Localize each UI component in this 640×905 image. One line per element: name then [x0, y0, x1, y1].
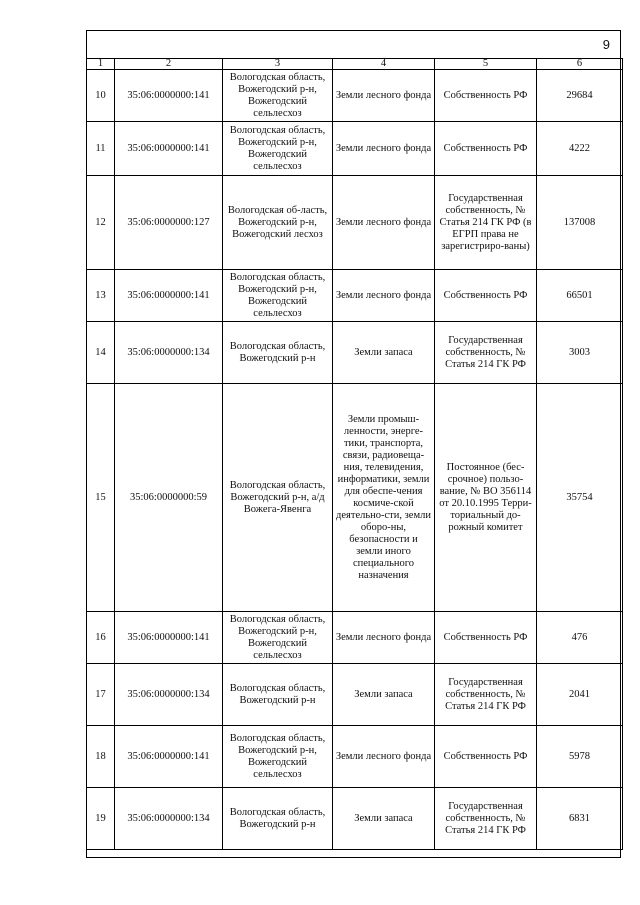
area-cell: 476 — [537, 612, 623, 664]
ownership-cell: Собственность РФ — [435, 270, 537, 322]
cadastral-number-cell: 35:06:0000000:141 — [115, 122, 223, 176]
column-header: 6 — [537, 59, 623, 70]
page-number: 9 — [602, 37, 610, 52]
ownership-cell: Собственность РФ — [435, 612, 537, 664]
row-number-cell: 15 — [87, 384, 115, 612]
column-header: 4 — [333, 59, 435, 70]
location-cell: Вологодская об-ласть, Вожегодский р-н, Вожегодский лесхоз — [223, 176, 333, 270]
row-number-cell: 19 — [87, 788, 115, 850]
column-header: 1 — [87, 59, 115, 70]
area-cell: 35754 — [537, 384, 623, 612]
empty-cell — [87, 850, 623, 863]
row-number-cell: 12 — [87, 176, 115, 270]
row-number-cell: 14 — [87, 322, 115, 384]
land-category-cell: Земли запаса — [333, 664, 435, 726]
area-cell: 29684 — [537, 70, 623, 122]
table-body — [87, 70, 623, 863]
land-category-cell: Земли лесного фонда — [333, 70, 435, 122]
land-category-cell: Земли лесного фонда — [333, 122, 435, 176]
table-row — [87, 664, 623, 726]
table-header-row — [87, 59, 623, 70]
cadastral-number-cell: 35:06:0000000:134 — [115, 322, 223, 384]
column-header: 2 — [115, 59, 223, 70]
location-cell: Вологодская область, Вожегодский р-н, а/д Вожега-Явенга — [223, 384, 333, 612]
table-row — [87, 270, 623, 322]
ownership-cell: Собственность РФ — [435, 70, 537, 122]
cadastral-number-cell: 35:06:0000000:141 — [115, 726, 223, 788]
table-row — [87, 176, 623, 270]
ownership-cell: Собственность РФ — [435, 726, 537, 788]
table-row-empty — [87, 850, 623, 863]
table-row — [87, 322, 623, 384]
location-cell: Вологодская область, Вожегодский р-н, Вожегодский сельлесхоз — [223, 70, 333, 122]
location-cell: Вологодская область, Вожегодский р-н — [223, 664, 333, 726]
ownership-cell: Государственная собственность, № Статья 214 ГК РФ (в ЕГРП права не зарегистриро-ваны) — [435, 176, 537, 270]
land-category-cell: Земли промыш-ленности, энерге-тики, транспорта, связи, радиовеща-ния, телевидения, информатики, земли для обеспе-чения космиче-ской деятельно-сти, земли оборо-ны, безопасности и земли иного специального назначения — [333, 384, 435, 612]
table-row — [87, 384, 623, 612]
row-number-cell: 10 — [87, 70, 115, 122]
table-row — [87, 612, 623, 664]
cadastral-number-cell: 35:06:0000000:134 — [115, 664, 223, 726]
column-header: 3 — [223, 59, 333, 70]
table-row — [87, 726, 623, 788]
row-number-cell: 17 — [87, 664, 115, 726]
land-category-cell: Земли лесного фонда — [333, 612, 435, 664]
cadastral-number-cell: 35:06:0000000:134 — [115, 788, 223, 850]
ownership-cell: Постоянное (бес-срочное) пользо-вание, № ВО 356114 от 20.10.1995 Терри-ториальный до-рожный комитет — [435, 384, 537, 612]
location-cell: Вологодская область, Вожегодский р-н — [223, 788, 333, 850]
area-cell: 5978 — [537, 726, 623, 788]
row-number-cell: 16 — [87, 612, 115, 664]
location-cell: Вологодская область, Вожегодский р-н, Вожегодский сельлесхоз — [223, 726, 333, 788]
row-number-cell: 13 — [87, 270, 115, 322]
column-header: 5 — [435, 59, 537, 70]
land-category-cell: Земли лесного фонда — [333, 176, 435, 270]
location-cell: Вологодская область, Вожегодский р-н, Вожегодский сельлесхоз — [223, 122, 333, 176]
cadastral-number-cell: 35:06:0000000:59 — [115, 384, 223, 612]
ownership-cell: Государственная собственность, № Статья 214 ГК РФ — [435, 788, 537, 850]
area-cell: 4222 — [537, 122, 623, 176]
row-number-cell: 11 — [87, 122, 115, 176]
land-category-cell: Земли лесного фонда — [333, 726, 435, 788]
cadastral-number-cell: 35:06:0000000:127 — [115, 176, 223, 270]
land-category-cell: Земли лесного фонда — [333, 270, 435, 322]
table-row — [87, 70, 623, 122]
location-cell: Вологодская область, Вожегодский р-н — [223, 322, 333, 384]
location-cell: Вологодская область, Вожегодский р-н, Вожегодский сельлесхоз — [223, 612, 333, 664]
cadastral-number-cell: 35:06:0000000:141 — [115, 70, 223, 122]
ownership-cell: Государственная собственность, № Статья 214 ГК РФ — [435, 322, 537, 384]
land-category-cell: Земли запаса — [333, 788, 435, 850]
land-registry-table — [86, 58, 623, 863]
area-cell: 66501 — [537, 270, 623, 322]
cadastral-number-cell: 35:06:0000000:141 — [115, 270, 223, 322]
cadastral-number-cell: 35:06:0000000:141 — [115, 612, 223, 664]
area-cell: 6831 — [537, 788, 623, 850]
table-row — [87, 122, 623, 176]
row-number-cell: 18 — [87, 726, 115, 788]
page-frame — [86, 30, 621, 858]
ownership-cell: Государственная собственность, № Статья 214 ГК РФ — [435, 664, 537, 726]
area-cell: 2041 — [537, 664, 623, 726]
area-cell: 3003 — [537, 322, 623, 384]
table-row — [87, 788, 623, 850]
ownership-cell: Собственность РФ — [435, 122, 537, 176]
land-category-cell: Земли запаса — [333, 322, 435, 384]
area-cell: 137008 — [537, 176, 623, 270]
location-cell: Вологодская область, Вожегодский р-н, Вожегодский сельлесхоз — [223, 270, 333, 322]
